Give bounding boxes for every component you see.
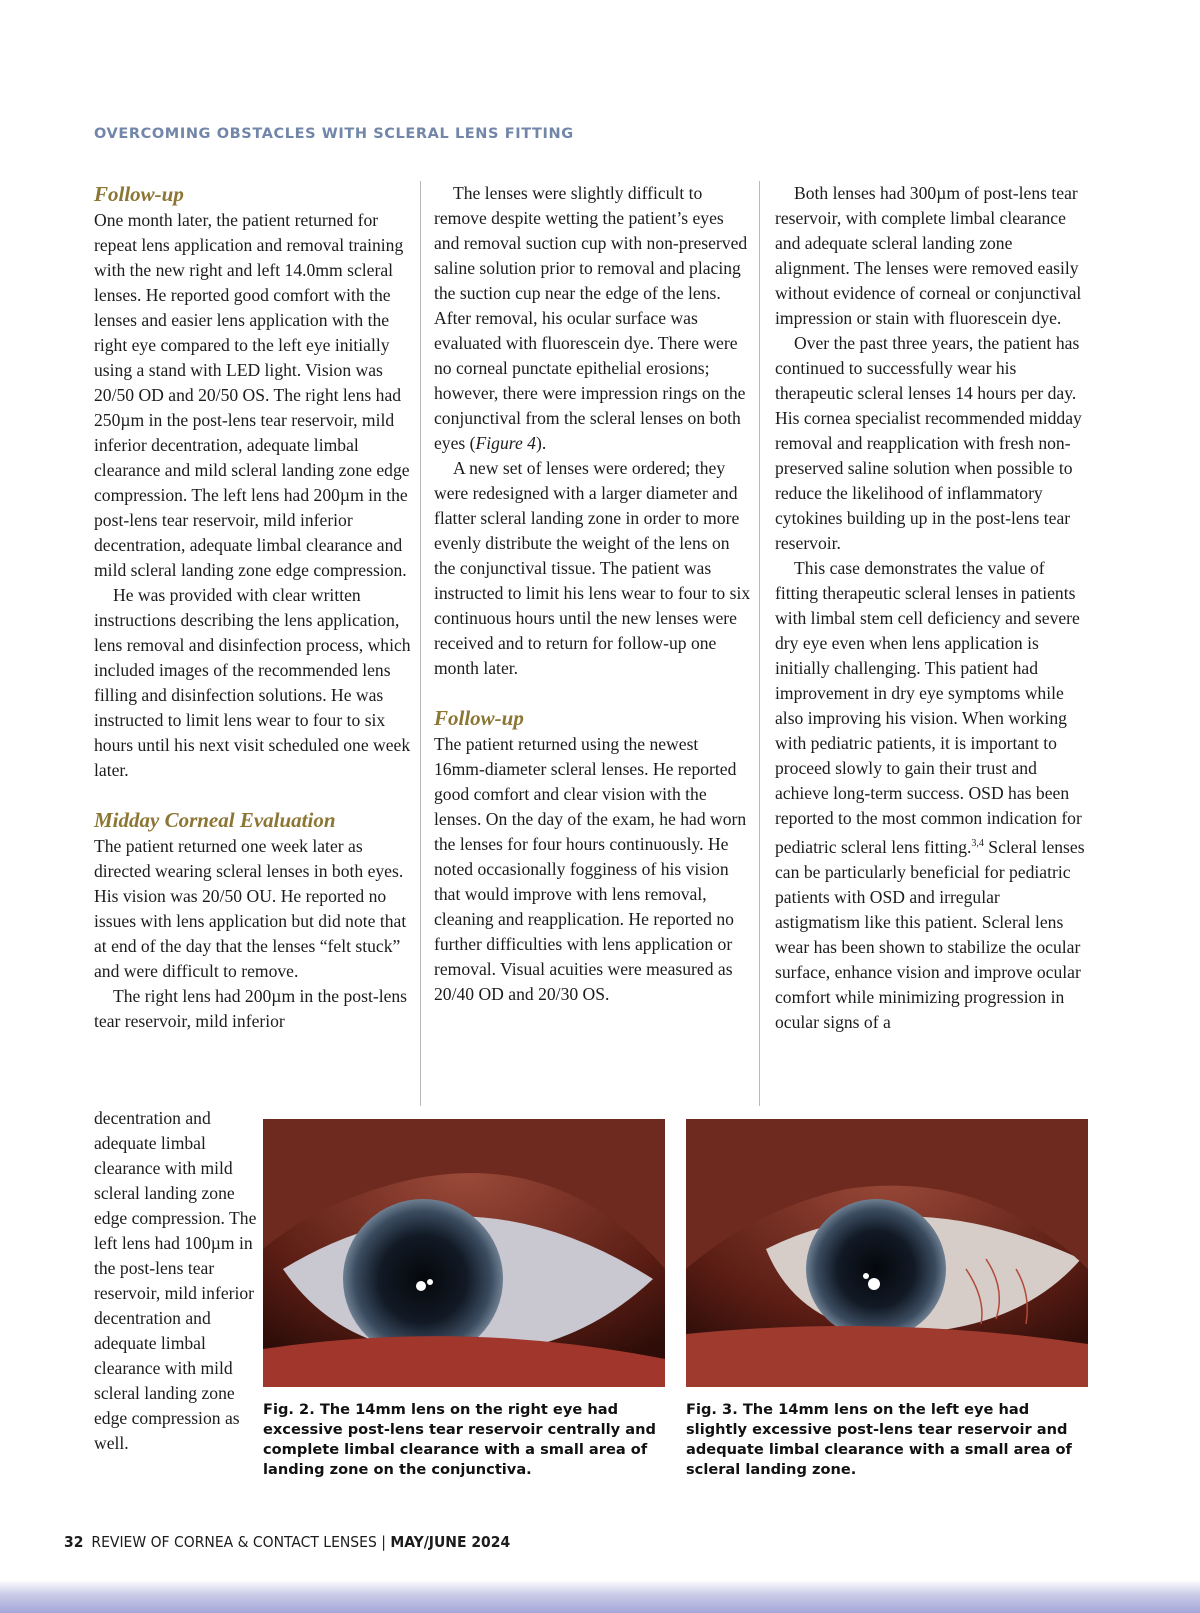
issue-date: MAY/JUNE 2024 <box>390 1533 511 1551</box>
paragraph: The right lens had 200µm in the post-lens tear reservoir, mild inferior <box>94 986 408 1031</box>
running-head: OVERCOMING OBSTACLES WITH SCLERAL LENS FITTING <box>94 126 574 142</box>
publication-name: REVIEW OF CORNEA & CONTACT LENSES <box>91 1533 377 1551</box>
page-footer <box>64 1533 510 1551</box>
paragraph: The lenses were slightly difficult to remove despite wetting the patient’s eyes and removal suction cup with non-preserved saline solution prior to removal and placing the suction cup near the edge of the lens. After removal, his ocular surface was evaluated with fluorescein dye. There were no corneal punctate epithelial erosions; however, there were impression rings on the conjunctival from the scleral lenses on both eyes (Figure 4). <box>434 183 748 453</box>
paragraph: The patient returned using the newest 16mm-diameter scleral lenses. He reported good comfort and clear vision with the lenses. On the day of the exam, he had worn the lenses for four hours continuously. He noted occasionally fogginess of his vision that would improve with lens removal, cleaning and reapplication. He reported no further difficulties with lens application or removal. Visual acuities were measured as 20/40 OD and 20/30 OS. <box>434 734 747 1004</box>
paragraph: Both lenses had 300µm of post-lens tear reservoir, with complete limbal clearance and adequate scleral landing zone alignment. The lenses were removed easily without evidence of corneal or conjunctival impression or stain with fluorescein dye. <box>775 183 1082 328</box>
column-rule <box>759 181 760 1106</box>
citation-superscript: 3,4 <box>971 838 984 849</box>
subheading-follow-up: Follow-up <box>434 706 524 730</box>
figure-reference: Figure 4 <box>475 433 536 453</box>
figure-3-caption: Fig. 3. The 14mm lens on the left eye had slightly excessive post-lens tear reservoir and adequate limbal clearance with a small area of scleral landing zone. <box>686 1401 1072 1478</box>
paragraph: A new set of lenses were ordered; they were redesigned with a larger diameter and flatter scleral landing zone in order to more evenly distribute the weight of the lens on the conjunctival tissue. The patient was instructed to limit his lens wear to four to six continuous hours until the new lenses were received and to return for follow-up one month later. <box>434 458 751 678</box>
column-3 <box>775 181 1089 1035</box>
paragraph: He was provided with clear written instructions describing the lens application, lens removal and disinfection process, which included images of the recommended lens filling and disinfection solutions. He was instructed to limit lens wear to four to six hours until his next visit scheduled one week later. <box>94 585 411 780</box>
footer-separator: | <box>381 1533 386 1551</box>
column-1-continuation <box>94 1106 259 1456</box>
figure-2-eye-photo <box>263 1119 665 1387</box>
bottom-color-band <box>0 1580 1200 1613</box>
page-number: 32 <box>64 1533 84 1551</box>
paragraph: The patient returned one week later as directed wearing scleral lenses in both eyes. His vision was 20/50 OU. He reported no issues with lens application but did note that at end of the day that the lenses “felt stuck” and were difficult to remove. <box>94 836 407 981</box>
subheading-follow-up: Follow-up <box>94 182 184 206</box>
paragraph: This case demonstrates the value of fitting therapeutic scleral lenses in patients with limbal stem cell deficiency and severe dry eye even when lens application is initially challenging. This patient had improvement in dry eye symptoms while also improving his vision. When working with pediatric patients, it is important to proceed slowly to gain their trust and achieve long-term success. OSD has been reported to the most common indication for pediatric scleral lens fitting.$^{3,4}$ Scleral lenses can be particularly beneficial for pediatric patients with OSD and irregular astigmatism like this patient. Scleral lens wear has been shown to stabilize the ocular surface, enhance vision and improve ocular comfort while minimizing progression in ocular signs of a <box>775 558 1085 1032</box>
paragraph: One month later, the patient returned for repeat lens application and removal training with the new right and left 14.0mm scleral lenses. He reported good comfort with the lenses and easier lens application with the right eye compared to the left eye initially using a stand with LED light. Vision was 20/50 OD and 20/50 OS. The right lens had 250µm in the post-lens tear reservoir, mild inferior decentration, adequate limbal clearance and mild scleral landing zone edge compression. The left lens had 200µm in the post-lens tear reservoir, mild inferior decentration, adequate limbal clearance and mild scleral landing zone edge compression. <box>94 210 410 580</box>
subheading-midday-corneal-evaluation: Midday Corneal Evaluation <box>94 808 336 832</box>
figure-2-caption: Fig. 2. The 14mm lens on the right eye had excessive post-lens tear reservoir centrally and complete limbal clearance with a small area of landing zone on the conjunctiva. <box>263 1401 656 1478</box>
column-2 <box>434 181 752 1007</box>
column-rule <box>420 181 421 1106</box>
column-1 <box>94 181 414 1034</box>
paragraph: decentration and adequate limbal clearance with mild scleral landing zone edge compression. The left lens had 100µm in the post-lens tear reservoir, mild inferior decentration and adequate limbal clearance with mild scleral landing zone edge compression as well. <box>94 1108 257 1453</box>
paragraph: Over the past three years, the patient has continued to successfully wear his therapeutic scleral lenses 14 hours per day. His cornea specialist recommended midday removal and reapplication with fresh non-preserved saline solution when possible to reduce the likelihood of inflammatory cytokines building up in the post-lens tear reservoir. <box>775 333 1082 553</box>
figure-3-eye-photo <box>686 1119 1088 1387</box>
